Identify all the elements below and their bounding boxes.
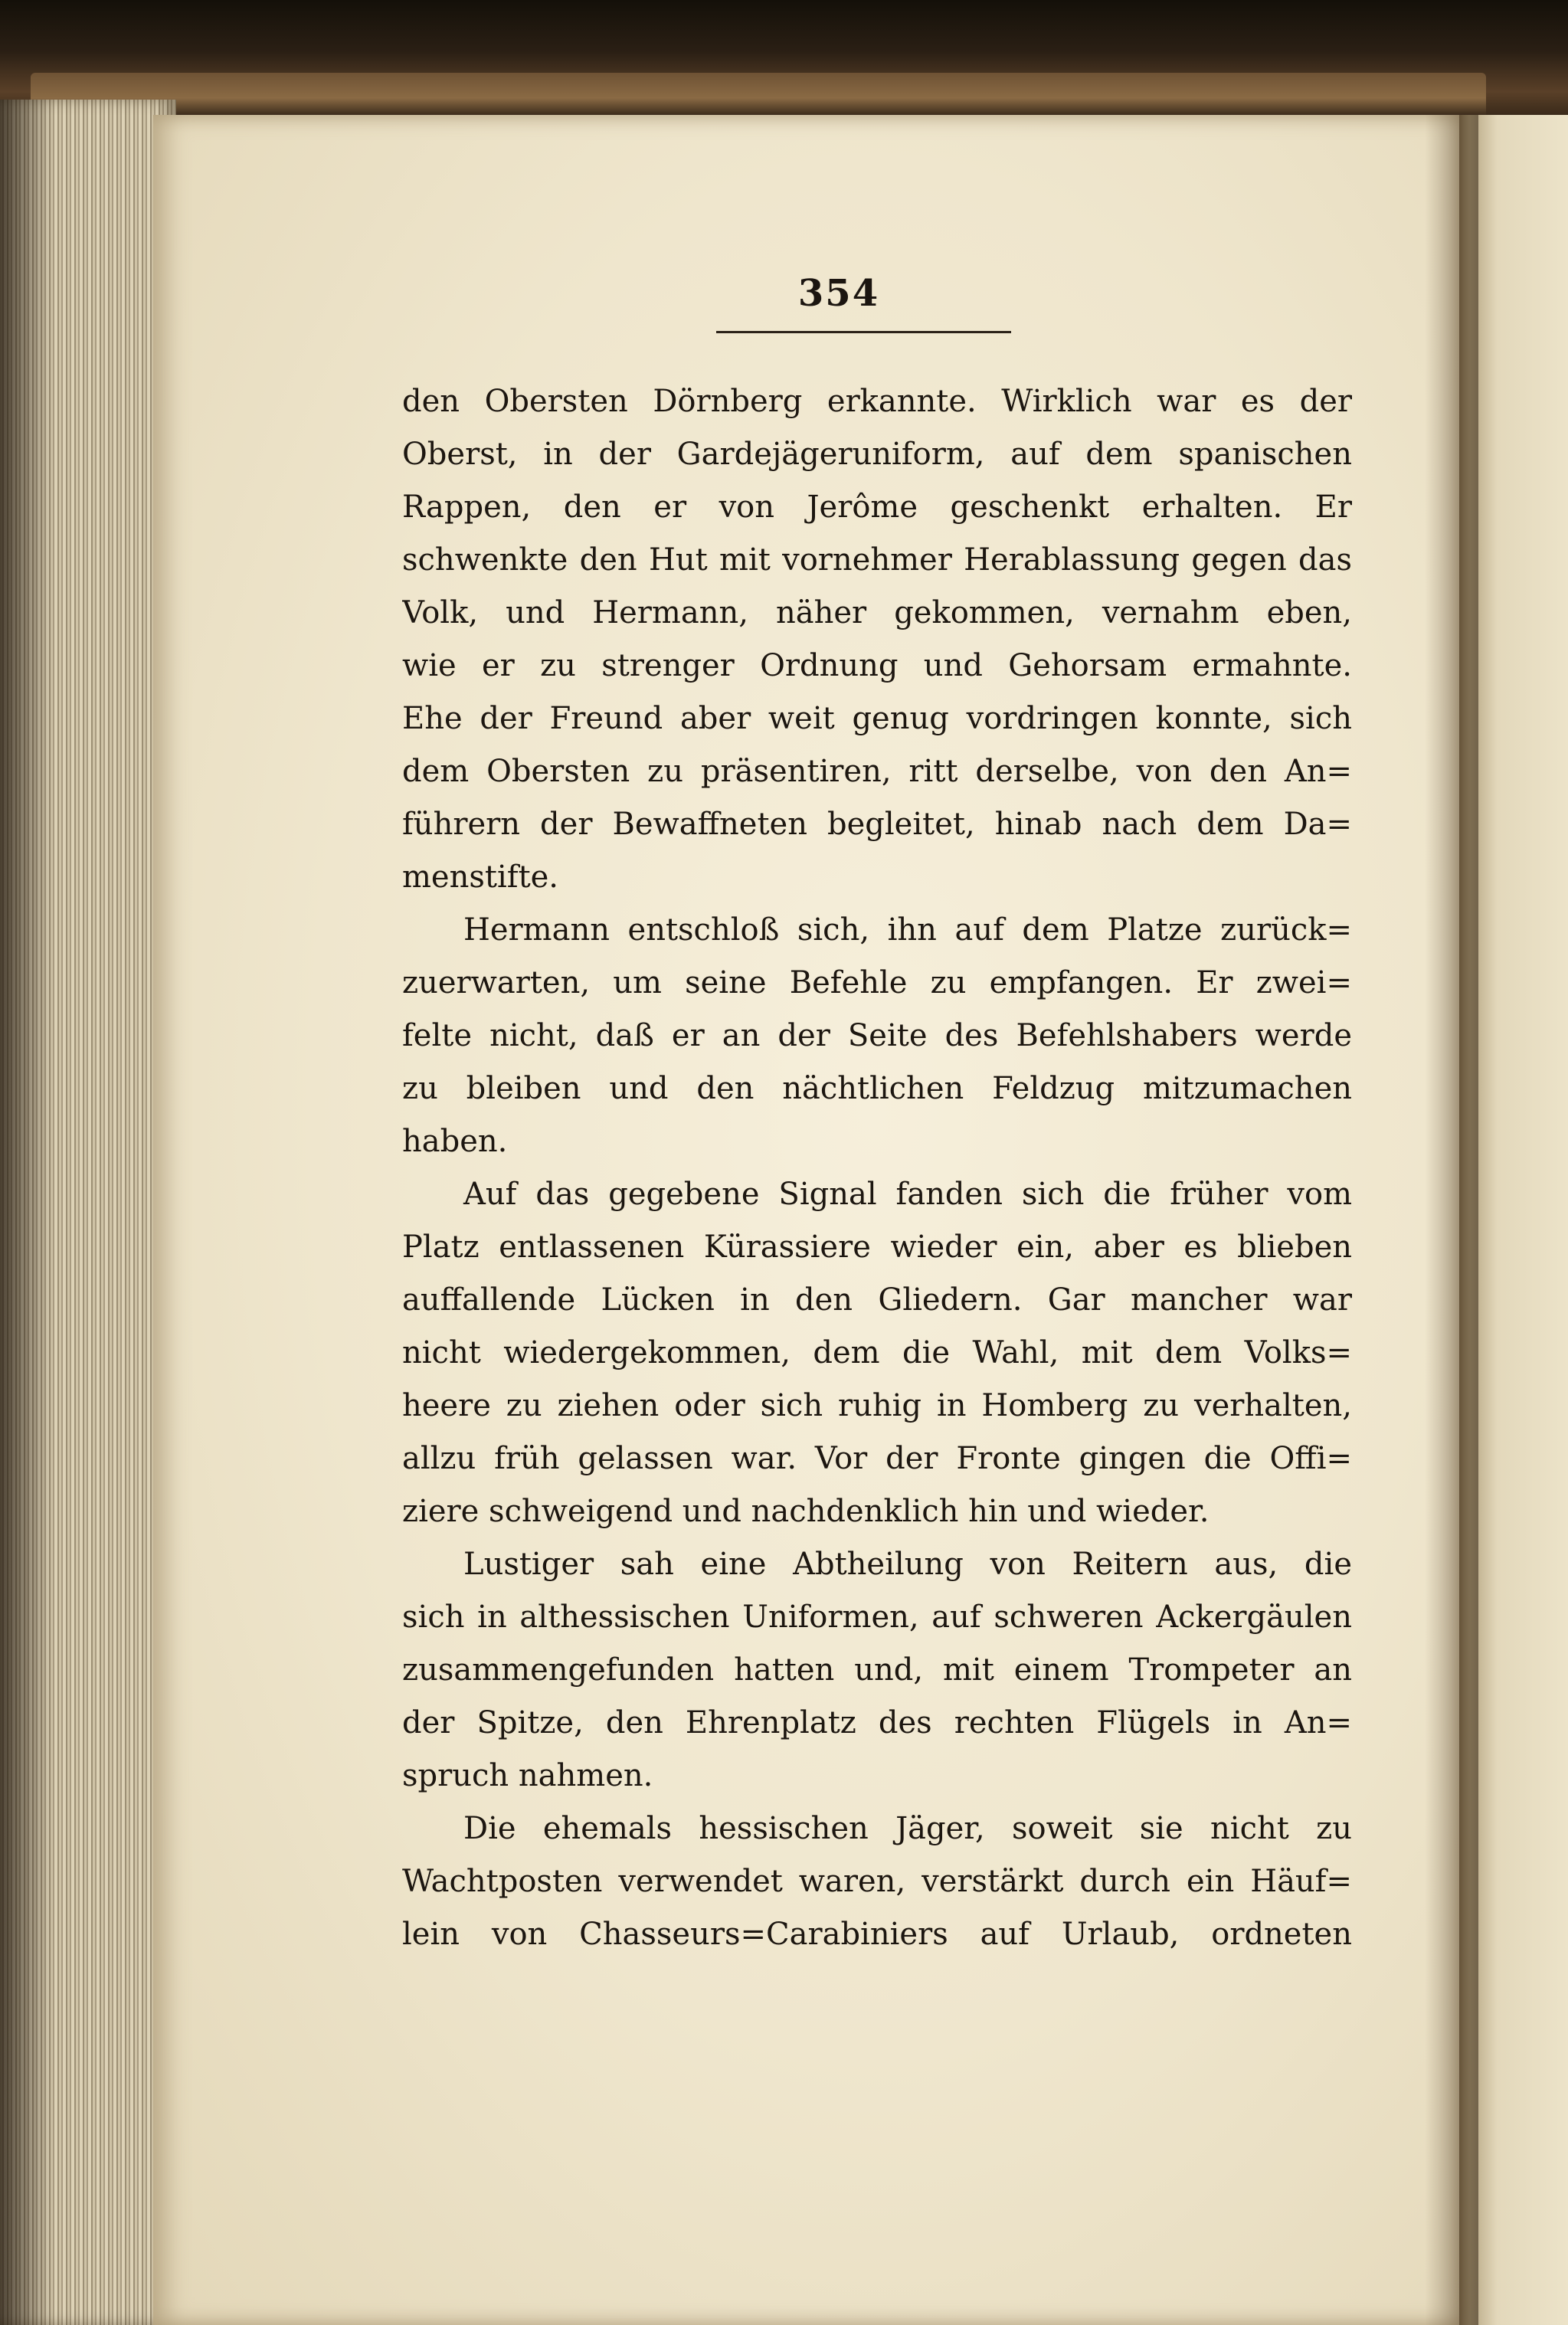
text-line: Rappen, den er von Jerôme geschenkt erhalten. Er xyxy=(402,490,1352,525)
text-line: zuerwarten, um seine Befehle zu empfangen. Er zwei= xyxy=(402,965,1352,1000)
text-line: Wachtposten verwendet waren, verstärkt durch ein Häuf= xyxy=(402,1864,1352,1899)
text-line: den Obersten Dörnberg erkannte. Wirklich war es der xyxy=(402,384,1352,419)
text-line: menstifte. xyxy=(402,860,559,895)
text-line: der Spitze, den Ehrenplatz des rechten Flügels in An= xyxy=(402,1705,1352,1740)
text-line: Volk, und Hermann, näher gekommen, vernahm eben, xyxy=(402,595,1352,630)
text-line: Lustiger sah eine Abtheilung von Reitern aus, die xyxy=(463,1547,1352,1582)
text-line: spruch nahmen. xyxy=(402,1758,653,1793)
text-line: sich in althessischen Uniformen, auf schweren Ackergäulen xyxy=(402,1600,1352,1635)
text-line: Oberst, in der Gardejägeruniform, auf dem spanischen xyxy=(402,437,1352,472)
text-line: Ehe der Freund aber weit genug vordringen konnte, sich xyxy=(402,701,1352,736)
text-line: dem Obersten zu präsentiren, ritt derselbe, von den An= xyxy=(402,754,1352,789)
text-line: felte nicht, daß er an der Seite des Befehlshabers werde xyxy=(402,1018,1352,1053)
text-line: Auf das gegebene Signal fanden sich die früher vom xyxy=(463,1177,1352,1212)
text-line: lein von Chasseurs=Carabiniers auf Urlaub, ordneten xyxy=(402,1917,1352,1952)
page-stack-shadow xyxy=(0,100,54,2325)
body-text xyxy=(402,375,1352,1961)
text-line: wie er zu strenger Ordnung und Gehorsam ermahnte. xyxy=(402,648,1352,683)
text-line: führern der Bewaffneten begleitet, hinab nach dem Da= xyxy=(402,807,1352,842)
text-line: nicht wiedergekommen, dem die Wahl, mit dem Volks= xyxy=(402,1335,1352,1370)
text-line: zusammengefunden hatten und, mit einem Trompeter an xyxy=(402,1652,1352,1688)
page-number: 354 xyxy=(797,272,880,315)
text-line: auffallende Lücken in den Gliedern. Gar mancher war xyxy=(402,1282,1352,1318)
text-line: heere zu ziehen oder sich ruhig in Homberg zu verhalten, xyxy=(402,1388,1352,1423)
text-line: schwenkte den Hut mit vornehmer Herablassung gegen das xyxy=(402,542,1352,578)
text-line: Die ehemals hessischen Jäger, soweit sie nicht zu xyxy=(463,1811,1352,1846)
header-rule xyxy=(716,331,1011,333)
text-line: haben. xyxy=(402,1124,508,1159)
text-line: ziere schweigend und nachdenklich hin und wieder. xyxy=(402,1494,1210,1529)
text-line: allzu früh gelassen war. Vor der Fronte gingen die Offi= xyxy=(402,1441,1352,1476)
text-line: Hermann entschloß sich, ihn auf dem Platze zurück= xyxy=(463,912,1352,948)
binding-edge xyxy=(31,73,1486,115)
gutter-shadow xyxy=(1425,115,1478,2325)
text-line: Platz entlassenen Kürassiere wieder ein, aber es blieben xyxy=(402,1230,1352,1265)
text-line: zu bleiben und den nächtlichen Feldzug mitzumachen xyxy=(402,1071,1352,1106)
